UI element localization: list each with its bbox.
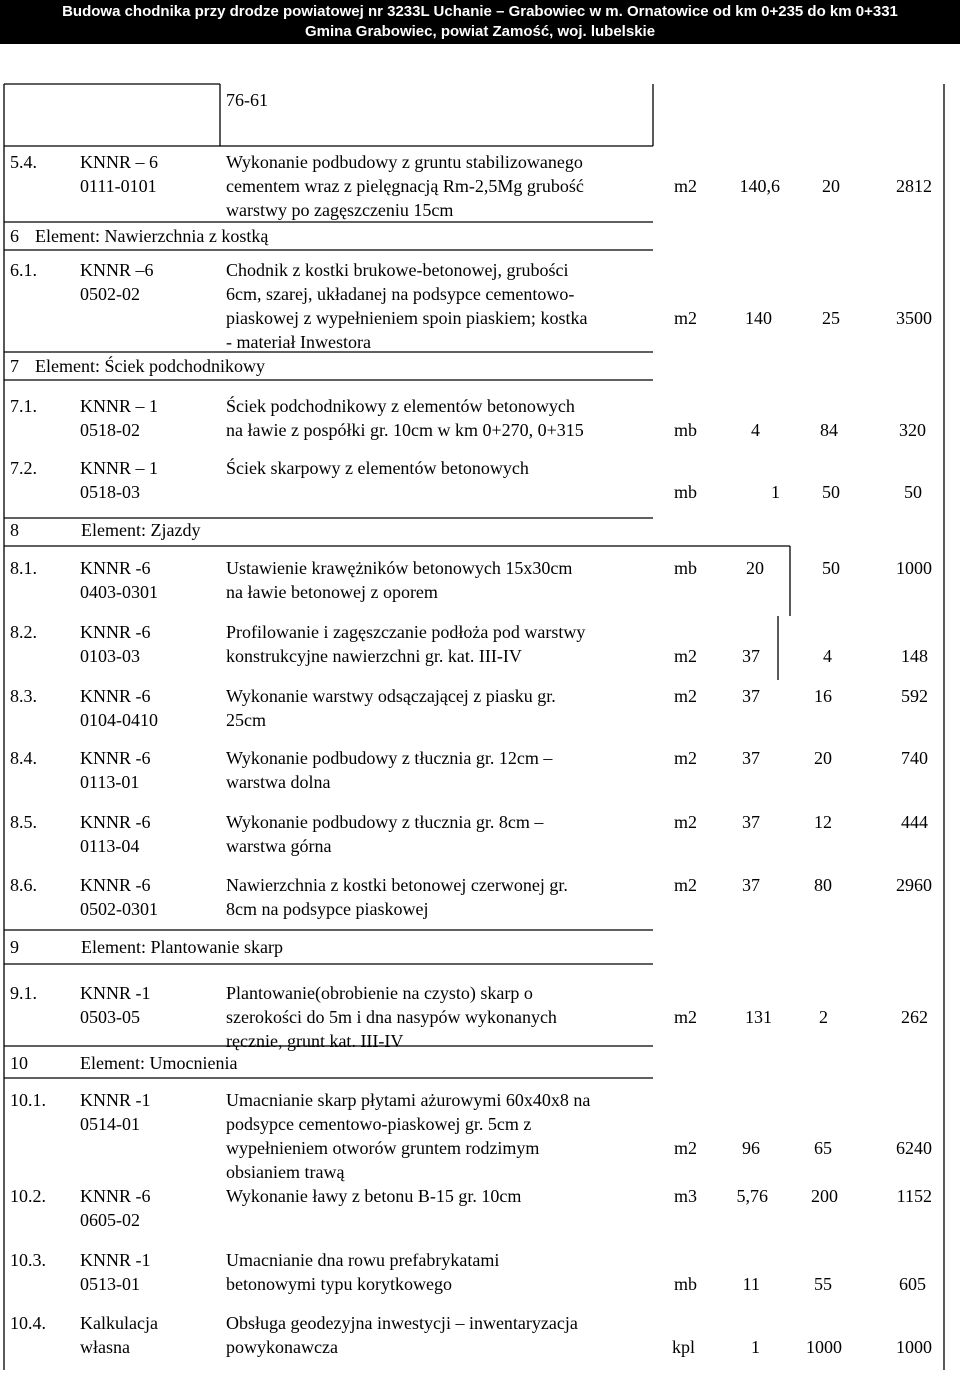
item-number: 8.5. (10, 812, 37, 832)
item-description: Umacnianie skarp płytami ażurowymi 60x40x8 na podsypce cementowo-piaskowej gr. 5cm z wypełnieniem otworów gruntem rodzimym obsianiem trawą (226, 1090, 591, 1182)
item-price: 16 (814, 686, 832, 706)
item-price: 1000 (806, 1337, 842, 1357)
item-value: 592 (901, 686, 928, 706)
item-price: 84 (820, 420, 838, 440)
item-quantity: 1 (771, 482, 780, 502)
element-heading: 7 Element: Ściek podchodnikowy (10, 356, 265, 376)
item-quantity: 96 (742, 1138, 760, 1158)
item-description: Nawierzchnia z kostki betonowej czerwonej gr. 8cm na podsypce piaskowej (226, 875, 568, 919)
item-description: Umacnianie dna rowu prefabrykatami betonowymi typu korytkowego (226, 1250, 500, 1294)
item-number: 7.1. (10, 396, 37, 416)
header-subtitle: Gmina Grabowiec, powiat Zamość, woj. lubelskie (304, 23, 656, 40)
item-value: 1000 (896, 1337, 932, 1357)
item-number: 10.4. (10, 1313, 46, 1333)
item-quantity: 37 (742, 875, 760, 895)
item-code: KNNR -6 0403-0301 (80, 558, 158, 602)
item-code: KNNR -6 0103-03 (80, 622, 151, 666)
item-value: 50 (904, 482, 922, 502)
item-description: Wykonanie podbudowy z gruntu stabilizowanego cementem wraz z pielęgnacją Rm-2,5Mg grubość warstwy po zagęszczeniu 15cm (226, 152, 584, 220)
item-quantity: 1 (751, 1337, 760, 1357)
item-code: KNNR -6 0113-04 (80, 812, 151, 856)
item-quantity: 11 (742, 1274, 760, 1294)
item-code: KNNR – 6 0111-0101 (80, 152, 159, 196)
item-unit: mb (674, 558, 698, 578)
item-quantity: 37 (742, 812, 760, 832)
item-quantity: 140,6 (739, 176, 780, 196)
item-price: 25 (822, 308, 840, 328)
item-value: 605 (899, 1274, 926, 1294)
item-description: Wykonanie ławy z betonu B-15 gr. 10cm (226, 1186, 522, 1206)
item-quantity: 37 (742, 686, 760, 706)
item-description: Wykonanie podbudowy z tłucznia gr. 8cm – warstwa górna (226, 812, 544, 856)
item-description: Ściek skarpowy z elementów betonowych (226, 458, 529, 478)
item-unit: m2 (674, 812, 698, 832)
item-quantity: 5,76 (736, 1186, 768, 1206)
item-number: 8.6. (10, 875, 37, 895)
item-value: 2812 (896, 176, 932, 196)
item-code: KNNR – 1 0518-03 (80, 458, 159, 502)
item-quantity: 37 (742, 646, 760, 666)
item-quantity: 131 (745, 1007, 772, 1027)
item-code: KNNR – 1 0518-02 (80, 396, 159, 440)
item-unit: m2 (674, 1007, 698, 1027)
item-number: 8.3. (10, 686, 37, 706)
item-code: KNNR -6 0113-01 (80, 748, 151, 792)
header-title: Budowa chodnika przy drodze powiatowej nr 3233L Uchanie – Grabowiec w m. Ornatowice od km 0+235 do km 0+331 (62, 3, 898, 20)
item-number: 6.1. (10, 260, 37, 280)
item-price: 50 (822, 482, 840, 502)
item-description: Wykonanie warstwy odsączającej z piasku gr. 25cm (226, 686, 556, 730)
item-price: 200 (811, 1186, 838, 1206)
item-number: 10.3. (10, 1250, 46, 1270)
item-price: 20 (822, 176, 840, 196)
item-value: 320 (899, 420, 926, 440)
item-quantity: 4 (751, 420, 760, 440)
item-description: Chodnik z kostki brukowe-betonowej, grubości 6cm, szarej, układanej na podsypce cementowo- piaskowej z wypełnieniem spoin piaskiem; kostka - materiał Inwestora (226, 260, 588, 352)
item-unit: m2 (674, 686, 698, 706)
item-value: 1152 (896, 1186, 932, 1206)
item-unit: mb (674, 420, 698, 440)
item-price: 20 (814, 748, 832, 768)
item-code: KNNR -1 0514-01 (80, 1090, 151, 1134)
element-heading: 9 Element: Plantowanie skarp (10, 937, 283, 957)
item-value: 2960 (896, 875, 932, 895)
item-description: Obsługa geodezyjna inwestycji – inwentaryzacja powykonawcza (226, 1313, 578, 1357)
item-number: 8.4. (10, 748, 37, 768)
item-price: 55 (814, 1274, 832, 1294)
item-unit: m2 (674, 308, 698, 328)
item-value: 262 (901, 1007, 928, 1027)
item-unit: m2 (674, 748, 698, 768)
item-unit: m2 (674, 176, 698, 196)
item-code: KNNR -6 0104-0410 (80, 686, 158, 730)
item-number: 9.1. (10, 983, 37, 1003)
item-price: 2 (819, 1007, 828, 1027)
item-unit: m2 (674, 1138, 698, 1158)
item-value: 3500 (896, 308, 932, 328)
item-code: KNNR –6 0502-02 (80, 260, 154, 304)
item-description: Plantowanie(obrobienie na czysto) skarp o szerokości do 5m i dna nasypów wykonanych ręcznie, grunt kat. III-IV (226, 983, 557, 1051)
item-price: 50 (822, 558, 840, 578)
element-heading: 6 Element: Nawierzchnia z kostką (10, 226, 269, 246)
item-unit: mb (674, 1274, 698, 1294)
item-code: KNNR -1 0503-05 (80, 983, 151, 1027)
item-quantity: 140 (745, 308, 772, 328)
item-quantity: 20 (746, 558, 764, 578)
item-quantity: 37 (742, 748, 760, 768)
item-price: 12 (814, 812, 832, 832)
item-unit: m2 (674, 646, 698, 666)
item-number: 8.2. (10, 622, 37, 642)
item-code: KNNR -6 0502-0301 (80, 875, 158, 919)
item-number: 10.2. (10, 1186, 46, 1206)
item-description: Ściek podchodnikowy z elementów betonowych na ławie z pospółki gr. 10cm w km 0+270, 0+315 (226, 396, 584, 440)
item-unit: kpl (672, 1337, 696, 1357)
item-number: 8.1. (10, 558, 37, 578)
item-description: Wykonanie podbudowy z tłucznia gr. 12cm – warstwa dolna (226, 748, 553, 792)
item-number: 10.1. (10, 1090, 46, 1110)
item-value: 740 (901, 748, 928, 768)
item-unit: mb (674, 482, 698, 502)
item-price: 4 (823, 646, 832, 666)
item-number: 5.4. (10, 152, 37, 172)
item-value: 1000 (896, 558, 932, 578)
item-value: 444 (901, 812, 928, 832)
item-code: KNNR -1 0513-01 (80, 1250, 151, 1294)
item-value: 6240 (896, 1138, 932, 1158)
section-code: 76-61 (226, 90, 268, 110)
item-unit: m3 (674, 1186, 698, 1206)
item-code: KNNR -6 0605-02 (80, 1186, 151, 1230)
item-unit: m2 (674, 875, 698, 895)
item-price: 65 (814, 1138, 832, 1158)
item-value: 148 (901, 646, 928, 666)
item-description: Profilowanie i zagęszczanie podłoża pod warstwy konstrukcyjne nawierzchni gr. kat. III-IV (226, 622, 586, 666)
item-number: 7.2. (10, 458, 37, 478)
element-heading: 10 Element: Umocnienia (10, 1053, 238, 1073)
item-description: Ustawienie krawężników betonowych 15x30cm na ławie betonowej z oporem (226, 558, 573, 602)
element-heading: 8 Element: Zjazdy (10, 520, 201, 540)
item-code: Kalkulacja własna (80, 1313, 158, 1357)
item-price: 80 (814, 875, 832, 895)
